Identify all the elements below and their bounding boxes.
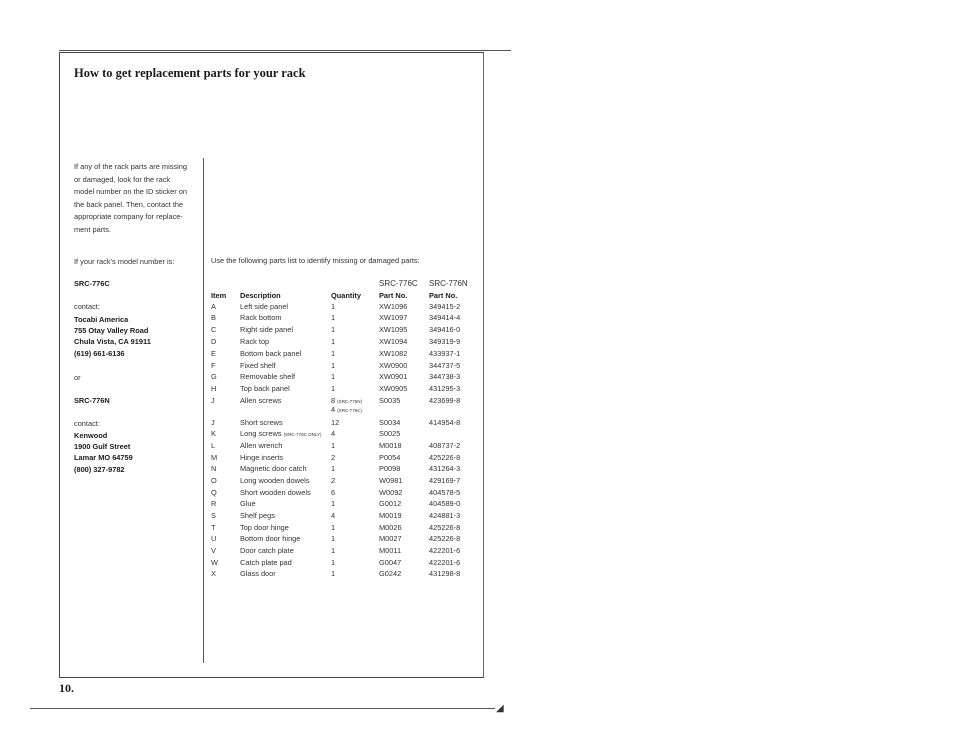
cell-quantity: 1	[331, 546, 336, 555]
cell-part-no-776c: M0026	[379, 523, 402, 532]
cell-part-no-776c: G0047	[379, 558, 402, 567]
address-line: Chula Vista, CA 91911	[74, 337, 151, 347]
col-header-item: Item	[211, 291, 227, 300]
cell-description: Long screws	[240, 429, 282, 438]
table-row	[0, 302, 954, 313]
cell-quantity-wrap	[331, 396, 362, 405]
address-line: (619) 661-6136	[74, 348, 125, 358]
cell-part-no-776c: XW1095	[379, 325, 408, 334]
address-line: 755 Otay Valley Road	[74, 326, 149, 336]
cell-part-no-776c: P0054	[379, 453, 401, 462]
model-a-name: SRC-776C	[74, 279, 110, 288]
cell-item: W	[211, 558, 218, 567]
cell-quantity: 1	[331, 302, 336, 311]
intro-line: If any of the rack parts are missing	[74, 162, 187, 171]
cell-part-no-776c: P0098	[379, 464, 401, 473]
cell-quantity: 8	[331, 396, 336, 405]
cell-part-no-776c: XW0905	[379, 384, 408, 393]
cell-item: M	[211, 453, 218, 462]
address-line: 1900 Gulf Street	[74, 442, 131, 452]
cell-quantity: 1	[331, 337, 336, 346]
intro-paragraph	[74, 161, 202, 237]
cell-part-no-776n: 429169-7	[429, 476, 461, 485]
cell-part-no-776n: 349414-4	[429, 313, 461, 322]
address-line: Tocabi America	[74, 315, 129, 324]
cell-item: N	[211, 464, 217, 473]
cell-quantity: 1	[331, 349, 336, 358]
bottom-rule	[30, 708, 495, 709]
cell-part-no-776n: 425226-8	[429, 523, 461, 532]
cell-item: J	[211, 396, 215, 405]
table-row	[0, 488, 954, 499]
cell-description: Short screws	[240, 418, 283, 427]
table-row	[0, 372, 954, 383]
cell-description: Allen wrench	[240, 441, 283, 450]
table-row	[0, 441, 954, 452]
model-header-776n: SRC-776N	[429, 279, 468, 288]
model-b-name: SRC-776N	[74, 396, 110, 405]
table-row	[0, 384, 954, 395]
cell-part-no-776c: S0035	[379, 396, 401, 405]
cell-part-no-776c: XW0901	[379, 372, 408, 381]
cell-quantity: 1	[331, 558, 336, 567]
cell-item: V	[211, 546, 216, 555]
cell-part-no-776c: XW1094	[379, 337, 408, 346]
cell-item: G	[211, 372, 217, 381]
model-b-contact-label: contact:	[74, 419, 100, 428]
cell-item: X	[211, 569, 216, 578]
model-a-contact-label: contact:	[74, 302, 100, 311]
intro-line: ment parts.	[74, 224, 111, 234]
table-row	[0, 349, 954, 360]
cell-quantity: 4	[331, 429, 336, 438]
table-row	[0, 325, 954, 336]
cell-quantity: 1	[331, 325, 336, 334]
col-header-part-no-776c: Part No.	[379, 291, 408, 300]
cell-part-no-776n: 425226-8	[429, 534, 461, 543]
cell-part-no-776c: G0242	[379, 569, 402, 578]
cell-quantity-wrap	[331, 405, 362, 414]
cell-quantity: 4	[331, 511, 336, 520]
or-label: or	[74, 373, 81, 382]
corner-mark: ◢	[496, 703, 504, 714]
table-row	[0, 418, 954, 429]
cell-description: Hinge inserts	[240, 453, 284, 462]
cell-part-no-776c: XW1082	[379, 349, 408, 358]
cell-quantity: 12	[331, 418, 340, 427]
address-line: (800) 327-9782	[74, 464, 125, 474]
cell-item: K	[211, 429, 216, 438]
table-row	[0, 499, 954, 510]
cell-quantity: 1	[331, 361, 336, 370]
parts-list-instructions: Use the following parts list to identify missing or damaged parts:	[211, 256, 420, 265]
cell-part-no-776n: 349319-9	[429, 337, 461, 346]
cell-part-no-776n: 433937-1	[429, 349, 461, 358]
cell-part-no-776n: 424881-3	[429, 511, 461, 520]
top-rule	[59, 50, 511, 51]
page-number: 10.	[59, 681, 74, 695]
table-row	[0, 453, 954, 464]
cell-description: Right side panel	[240, 325, 294, 334]
cell-description: Short wooden dowels	[240, 488, 311, 497]
cell-quantity-note: (SRC-776C)	[337, 408, 362, 413]
cell-description: Rack bottom	[240, 313, 282, 322]
cell-quantity: 6	[331, 488, 336, 497]
cell-description: Bottom back panel	[240, 349, 302, 358]
cell-item: S	[211, 511, 216, 520]
cell-description: Long wooden dowels	[240, 476, 310, 485]
cell-description: Fixed shelf	[240, 361, 276, 370]
cell-part-no-776c: M0018	[379, 441, 402, 450]
table-row	[0, 523, 954, 534]
intro-line: appropriate company for replace-	[74, 212, 183, 222]
cell-quantity: 1	[331, 523, 336, 532]
cell-part-no-776n: 349416-0	[429, 325, 461, 334]
cell-part-no-776n: 404589-0	[429, 499, 461, 508]
cell-part-no-776c: W0981	[379, 476, 403, 485]
cell-description: Glass door	[240, 569, 276, 578]
cell-part-no-776c: M0019	[379, 511, 402, 520]
cell-part-no-776c: G0012	[379, 499, 402, 508]
cell-part-no-776n: 422201-6	[429, 546, 461, 555]
cell-quantity: 1	[331, 384, 336, 393]
cell-description-note: (SRC-776C ONLY)	[283, 432, 322, 437]
cell-quantity: 1	[331, 499, 336, 508]
table-row	[0, 569, 954, 580]
model-question: If your rack's model number is:	[74, 257, 175, 266]
cell-part-no-776n: 349415-2	[429, 302, 461, 311]
table-row	[0, 464, 954, 475]
table-row	[0, 476, 954, 487]
cell-quantity: 1	[331, 569, 336, 578]
cell-item: L	[211, 441, 216, 450]
model-header-776c: SRC-776C	[379, 279, 418, 288]
intro-line: or damaged, look for the rack	[74, 174, 171, 184]
table-row	[0, 361, 954, 372]
cell-part-no-776n: 344737-5	[429, 361, 461, 370]
cell-part-no-776c: XW1097	[379, 313, 408, 322]
cell-part-no-776c: W0092	[379, 488, 403, 497]
page-title: How to get replacement parts for your rack	[74, 66, 306, 80]
col-header-description: Description	[240, 291, 281, 300]
cell-part-no-776c: XW0900	[379, 361, 408, 370]
cell-quantity: 1	[331, 313, 336, 322]
table-row	[0, 337, 954, 348]
cell-quantity: 1	[331, 441, 336, 450]
cell-item: E	[211, 349, 216, 358]
col-header-quantity: Quantity	[331, 291, 361, 300]
cell-item: C	[211, 325, 217, 334]
cell-description: Left side panel	[240, 302, 289, 311]
cell-part-no-776c: XW1096	[379, 302, 408, 311]
cell-part-no-776n: 422201-6	[429, 558, 461, 567]
table-row	[0, 558, 954, 569]
cell-part-no-776n: 414954-8	[429, 418, 461, 427]
cell-description: Removable shelf	[240, 372, 296, 381]
cell-part-no-776c: S0034	[379, 418, 401, 427]
intro-line: model number on the ID sticker on	[74, 187, 187, 197]
cell-quantity: 2	[331, 453, 336, 462]
cell-description: Rack top	[240, 337, 270, 346]
cell-description: Glue	[240, 499, 256, 508]
cell-part-no-776n: 431298-8	[429, 569, 461, 578]
cell-part-no-776n: 425226-8	[429, 453, 461, 462]
cell-description: Top back panel	[240, 384, 290, 393]
table-row	[0, 534, 954, 545]
cell-description-wrap	[240, 429, 322, 438]
address-line: Lamar MO 64759	[74, 453, 133, 463]
table-row	[0, 546, 954, 557]
cell-part-no-776n: 431295-3	[429, 384, 461, 393]
cell-item: Q	[211, 488, 217, 497]
cell-item: D	[211, 337, 217, 346]
intro-line: the back panel. Then, contact the	[74, 199, 184, 209]
cell-quantity: 4	[331, 405, 336, 414]
cell-item: H	[211, 384, 217, 393]
cell-item: O	[211, 476, 217, 485]
col-header-part-no-776n: Part No.	[429, 291, 458, 300]
cell-description: Door catch plate	[240, 546, 294, 555]
cell-part-no-776n: 431264-3	[429, 464, 461, 473]
cell-item: F	[211, 361, 216, 370]
table-row	[0, 405, 954, 416]
cell-quantity: 2	[331, 476, 336, 485]
cell-part-no-776n: 404578-5	[429, 488, 461, 497]
cell-item: R	[211, 499, 217, 508]
cell-quantity: 1	[331, 464, 336, 473]
cell-description: Catch plate pad	[240, 558, 292, 567]
cell-part-no-776n: 344738-3	[429, 372, 461, 381]
cell-description: Top door hinge	[240, 523, 289, 532]
cell-quantity: 1	[331, 534, 336, 543]
cell-description: Shelf pegs	[240, 511, 275, 520]
cell-description: Magnetic door catch	[240, 464, 307, 473]
cell-part-no-776n: 423699-8	[429, 396, 461, 405]
cell-item: J	[211, 418, 215, 427]
cell-item: T	[211, 523, 216, 532]
cell-part-no-776c: S0025	[379, 429, 401, 438]
table-row	[0, 429, 954, 440]
cell-item: U	[211, 534, 217, 543]
cell-description: Bottom door hinge	[240, 534, 301, 543]
cell-part-no-776c: M0027	[379, 534, 402, 543]
cell-part-no-776c: M0011	[379, 546, 402, 555]
cell-item: A	[211, 302, 216, 311]
cell-item: B	[211, 313, 216, 322]
cell-quantity: 1	[331, 372, 336, 381]
table-row	[0, 511, 954, 522]
cell-quantity-note: (SRC-776N)	[337, 399, 362, 404]
address-line: Kenwood	[74, 431, 108, 440]
cell-description: Allen screws	[240, 396, 282, 405]
cell-part-no-776n: 408737-2	[429, 441, 461, 450]
table-row	[0, 313, 954, 324]
